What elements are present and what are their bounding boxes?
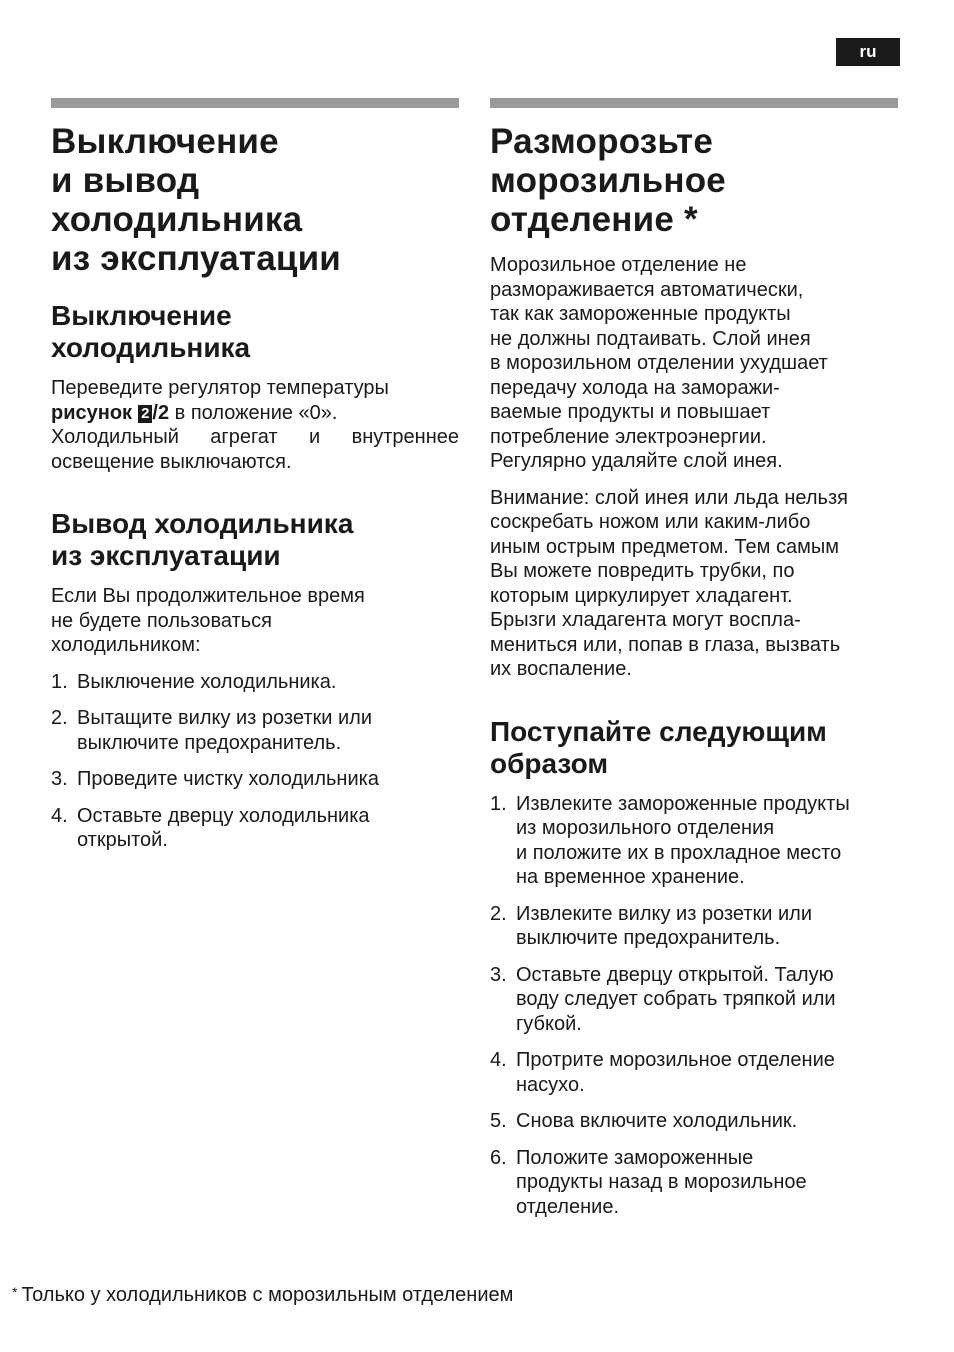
- defrost-steps: [490, 792, 898, 1220]
- list-item: [490, 1146, 898, 1220]
- footnote-marker: *: [12, 1284, 18, 1300]
- figure-reference: рисунок 2 /2: [51, 401, 170, 424]
- list-item-number: 3.: [51, 768, 68, 790]
- list-item: [51, 670, 459, 695]
- list-item: [490, 1109, 898, 1134]
- list-item-text: Вытащите вилку из розетки или выключите предохранитель.: [77, 707, 372, 754]
- list-item-number: 2.: [51, 707, 68, 729]
- list-item-number: 4.: [490, 1049, 507, 1071]
- list-item-number: 4.: [51, 804, 68, 827]
- list-item: [490, 963, 898, 1037]
- list-item-number: 1.: [51, 670, 68, 693]
- page-title-left: Выключение и вывод холодильника из эксплуатации: [51, 122, 342, 278]
- language-badge: ru: [836, 38, 900, 66]
- list-item: [51, 804, 459, 853]
- switch-off-text: Переведите регулятор температуры рисунок 2 /2 в положение «0». Холодильный агрегат и внутреннее освещение выключаются.: [51, 377, 459, 473]
- list-item-text: Протрите морозильное отделение насухо.: [516, 1049, 835, 1096]
- list-item-text: Выключение холодильника.: [77, 670, 337, 693]
- footnote: * Только у холодильников с морозильным отделением: [12, 1284, 514, 1306]
- list-item-text: Оставьте дверцу холодильника открытой.: [77, 804, 370, 851]
- heading-decommission: Вывод холодильника из эксплуатации: [51, 508, 354, 571]
- list-item-text: Проведите чистку холодильника: [77, 768, 379, 790]
- list-item: [51, 706, 459, 755]
- list-item-number: 3.: [490, 963, 507, 986]
- left-column: [51, 98, 459, 865]
- section-rule: [490, 98, 898, 108]
- list-item: [490, 1048, 898, 1097]
- defrost-paragraph-1: Морозильное отделение не размораживается автоматически, так как замороженные продукты не должны подтаивать. Слой инея в морозильном отделении ухудшает передачу холода на заморажи- ваемые продукты и повышает потребление электроэнергии. Регулярно удаляйте слой инея.: [490, 254, 828, 472]
- list-item-number: 1.: [490, 792, 507, 815]
- list-item-text: Снова включите холодильник.: [516, 1110, 798, 1132]
- section-rule: [51, 98, 459, 108]
- list-item: [490, 902, 898, 951]
- list-item-number: 6.: [490, 1146, 507, 1169]
- list-item-text: Извлеките вилку из розетки или выключите предохранитель.: [516, 902, 813, 949]
- list-item-text: Положите замороженные продукты назад в морозильное отделение.: [516, 1146, 807, 1218]
- decommission-steps: [51, 670, 459, 853]
- defrost-warning-paragraph: Внимание: слой инея или льда нельзя соскребать ножом или каким-либо иным острым предметом. Тем самым Вы можете повредить трубки, по которым циркулирует хладагент. Брызги хладагента могут воспла- мениться или, попав в глаза, вызвать их воспаление.: [490, 486, 848, 680]
- list-item-number: 5.: [490, 1110, 507, 1132]
- list-item-number: 2.: [490, 902, 507, 925]
- right-column: [490, 98, 898, 1231]
- list-item-text: Извлеките замороженные продукты из морозильного отделения и положите их в прохладное место на временное хранение.: [516, 792, 850, 888]
- list-item: [490, 792, 898, 890]
- decommission-intro: Если Вы продолжительное время не будете пользоваться холодильником:: [51, 585, 365, 656]
- list-item-text: Оставьте дверцу открытой. Талую воду следует собрать тряпкой или губкой.: [516, 963, 836, 1035]
- figure-number-badge: 2: [138, 405, 152, 423]
- page-title-right: Разморозьте морозильное отделение *: [490, 122, 726, 239]
- heading-switch-off: Выключение холодильника: [51, 300, 251, 363]
- list-item: [51, 767, 459, 792]
- heading-procedure: Поступайте следующим образом: [490, 715, 827, 779]
